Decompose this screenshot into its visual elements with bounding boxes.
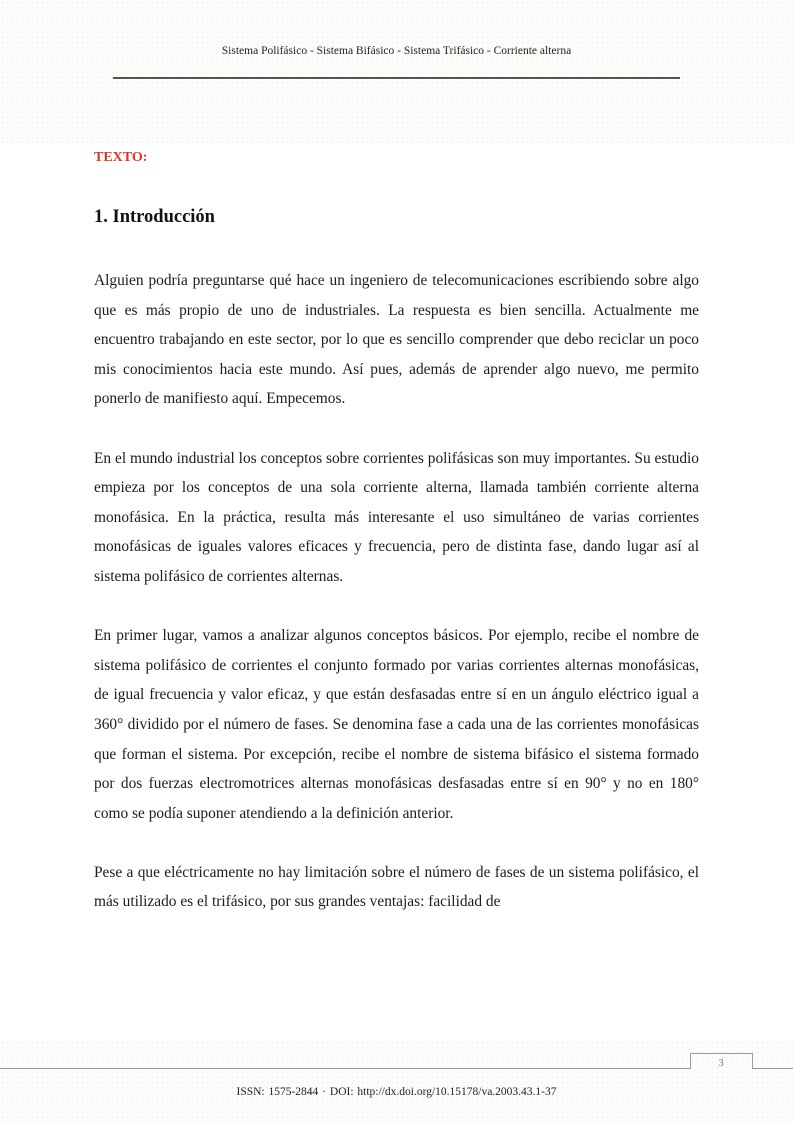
footer-divider [0, 1068, 690, 1069]
footer-background [0, 1040, 793, 1122]
section-heading: 1. Introducción [94, 207, 215, 227]
running-header-title: Sistema Polifásico - Sistema Bifásico - Sistema Trifásico - Corriente alterna [221, 45, 572, 57]
section-label: TEXTO: [94, 150, 148, 165]
paragraph: En primer lugar, vamos a analizar algunos conceptos básicos. Por ejemplo, recibe el nombre de sistema polifásico de corrientes el conjunto formado por varias corrientes alternas monofásicas, de igual frecuencia y valor eficaz, y que están desfasadas entre sí en un ángulo eléctrico igual a 360° dividido por el número de fases. Se denomina fase a cada una de las corrientes monofásicas que forman el sistema. Por excepción, recibe el nombre de sistema bifásico el sistema formado por dos fuerzas electromotrices alternas monofásicas desfasadas entre sí en 90° y no en 180° como se podía suponer atendiendo a la definición anterior. [94, 627, 699, 822]
footer-divider-right [752, 1068, 793, 1069]
body-text [94, 266, 699, 947]
footer-issn-doi: ISSN: 1575-2844 · DOI: http://dx.doi.org/10.15178/va.2003.43.1-37 [236, 1086, 557, 1098]
header-background [0, 0, 793, 143]
page-number: 3 [718, 1057, 724, 1069]
paragraph: En el mundo industrial los conceptos sobre corrientes polifásicas son muy importantes. Su estudio empieza por los conceptos de una sola corriente alterna, llamada también corriente alterna monofásica. En la práctica, resulta más interesante el uso simultáneo de varias corrientes monofásicas de iguales valores eficaces y frecuencia, pero de distinta fase, dando lugar así al sistema polifásico de corrientes alternas. [94, 449, 699, 585]
header-divider [113, 77, 680, 79]
paragraph: Alguien podría preguntarse qué hace un ingeniero de telecomunicaciones escribiendo sobre algo que es más propio de uno de industriales. La respuesta es bien sencilla. Actualmente me encuentro trabajando en este sector, por lo que es sencillo comprender que debo reciclar un poco mis conocimientos hacia este mundo. Así pues, además de aprender algo nuevo, me permito ponerlo de manifiesto aquí. Empecemos. [94, 272, 699, 408]
paragraph: Pese a que eléctricamente no hay limitación sobre el número de fases de un sistema polifásico, el más utilizado es el trifásico, por sus grandes ventajas: facilidad de [94, 863, 699, 911]
